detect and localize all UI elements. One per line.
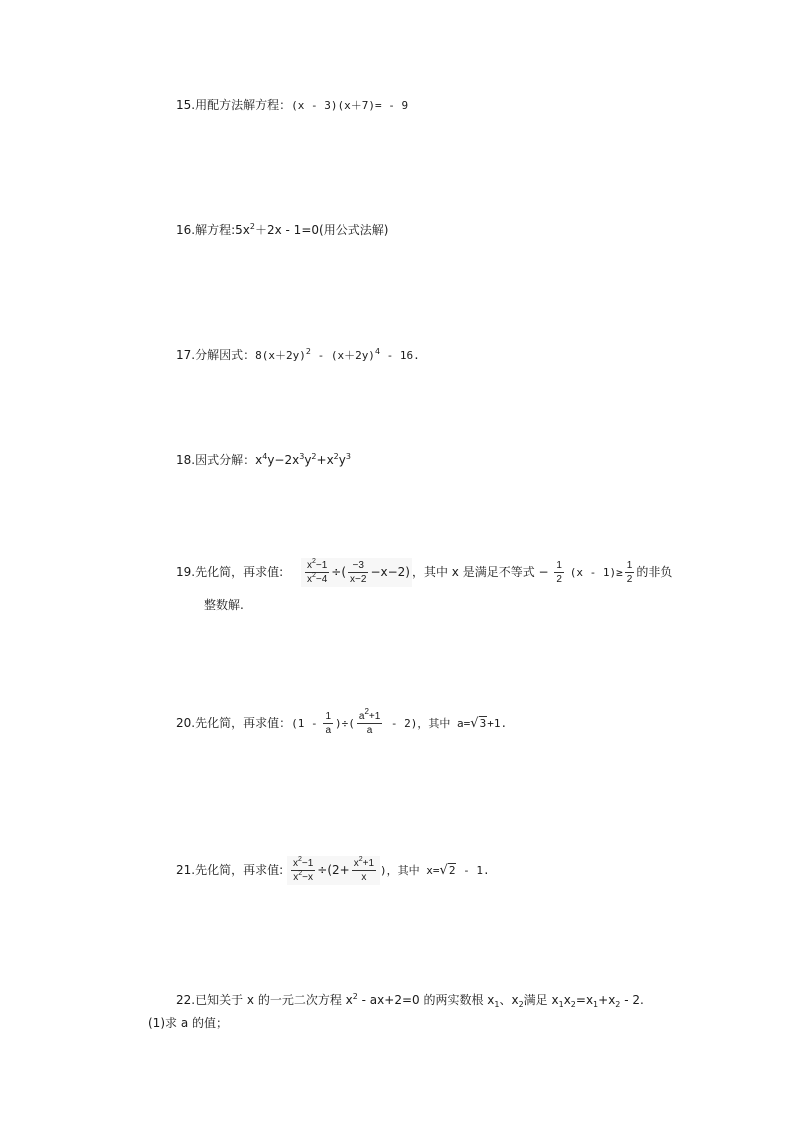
sqrt-icon: √ <box>439 863 448 878</box>
q19-f1-num: x <box>306 560 312 571</box>
q22-text-b: - ax+2=0 的两实数根 x <box>357 993 495 1007</box>
q20-f2-num-exp: 2 <box>364 707 369 716</box>
q16-number: 16. <box>176 223 196 237</box>
q21-root: 2 <box>448 864 456 877</box>
q21-after: - 1. <box>456 864 490 877</box>
q19-fraction-2 <box>348 559 368 586</box>
q20-fraction-2 <box>357 707 382 737</box>
q22-text-h: - 2. <box>620 993 644 1007</box>
question-18 <box>176 452 351 468</box>
q21-f1-den-rest: −x <box>302 872 313 883</box>
q18-t4: +x <box>316 453 334 467</box>
q21-f1-num: x <box>292 858 298 869</box>
q15-equation: (x - 3)(x＋7)= - 9 <box>291 99 409 112</box>
question-21 <box>176 856 490 885</box>
q16-suffix: (用公式法解) <box>319 223 389 237</box>
q21-f2-den: x <box>361 872 367 883</box>
q18-t3: y <box>304 453 312 467</box>
q22-sub2: 2 <box>518 1000 524 1009</box>
q22-text-f: =x <box>575 993 594 1007</box>
q18-number: 18. <box>176 453 196 467</box>
q19-line2: 整数解. <box>204 598 244 612</box>
q18-label: 因式分解： <box>195 453 256 467</box>
sqrt-icon: √ <box>470 716 479 731</box>
question-22 <box>176 992 644 1008</box>
q22-text-c: 、x <box>499 993 519 1007</box>
q17-number: 17. <box>176 348 196 362</box>
q21-f1-num-rest: −1 <box>301 858 314 869</box>
q21-expression <box>287 856 380 885</box>
q20-close: - 2)，其中 a= <box>384 717 471 730</box>
q21-close: )，其中 x= <box>380 864 440 877</box>
q22-text-d: 满足 x <box>523 993 559 1007</box>
q18-t1-exp: 4 <box>262 452 268 461</box>
q19-f2-den: x−2 <box>350 574 367 585</box>
q19-mid: ，其中 x 是满足不等式 − <box>411 565 549 579</box>
q16-label: 解方程: <box>195 223 236 237</box>
q19-ineq: (x - 1)≥ <box>569 566 623 579</box>
q19-div: ÷( <box>331 565 347 579</box>
q17-eq-b-exp: 4 <box>374 347 381 356</box>
q19-f2-num: −3 <box>348 559 368 573</box>
question-19 <box>176 558 672 587</box>
q20-f1-num: 1 <box>325 711 331 722</box>
q15-label: 用配方法解方程： <box>195 98 292 112</box>
q17-eq-b: - (x＋2y) <box>310 349 375 362</box>
q20-sqrt <box>470 715 487 732</box>
q17-eq-a: 8(x＋2y) <box>255 349 306 362</box>
q20-div: )÷( <box>335 717 355 730</box>
q21-f2-num: x <box>353 858 359 869</box>
q22-exp: 2 <box>352 992 358 1001</box>
q19-f3-num: 1 <box>556 560 562 571</box>
q20-f2-num: a <box>358 711 365 722</box>
q21-number: 21. <box>176 863 196 877</box>
q20-f2-den: a <box>366 725 373 736</box>
q20-after: +1. <box>487 717 508 730</box>
q16-eq-a-exp: 2 <box>249 222 255 231</box>
q19-after: 的非负 <box>636 565 673 579</box>
q21-f1-num-exp: 2 <box>297 856 302 863</box>
q22-text-g: +x <box>598 993 616 1007</box>
q22-sub5: 1 <box>593 1000 599 1009</box>
q18-t5-exp: 3 <box>345 452 351 461</box>
q16-eq-b: ＋2x - 1=0 <box>254 223 320 237</box>
q19-expression <box>301 558 412 587</box>
q18-t2-exp: 3 <box>299 452 305 461</box>
q21-f2-num-rest: +1 <box>362 858 375 869</box>
q20-f2-num-rest: +1 <box>368 711 381 722</box>
q20-open: (1 - <box>291 717 318 730</box>
q18-t4-exp: 2 <box>333 452 339 461</box>
question-17 <box>176 347 420 364</box>
q20-root: 3 <box>479 717 487 730</box>
q21-fraction-2 <box>352 857 376 884</box>
q22-text-a: 已知关于 x 的一元二次方程 x <box>195 993 353 1007</box>
q21-sqrt <box>440 862 457 879</box>
q16-eq-a: 5x <box>235 223 250 237</box>
q18-t1: x <box>255 453 263 467</box>
q19-f4-num: 1 <box>626 560 633 571</box>
q22-sub4: 2 <box>570 1000 576 1009</box>
q19-f1-den-rest: −4 <box>315 574 328 585</box>
q18-t3-exp: 2 <box>311 452 317 461</box>
q19-f3-den: 2 <box>556 574 562 585</box>
q20-fraction-1 <box>323 710 333 737</box>
q15-number: 15. <box>176 98 196 112</box>
question-15 <box>176 97 408 114</box>
question-22-part-1 <box>148 1015 228 1031</box>
q17-label: 分解因式： <box>195 348 256 362</box>
q17-eq-c: - 16. <box>380 349 420 362</box>
question-19-line-2 <box>204 597 244 613</box>
q20-f1-den: a <box>325 725 331 736</box>
q22-sub3: 1 <box>558 1000 564 1009</box>
q22-part1: (1)求 a 的值； <box>148 1016 228 1030</box>
q19-f1-den: x <box>306 574 312 585</box>
q19-f4-den: 2 <box>626 574 633 585</box>
question-16 <box>176 222 388 238</box>
q19-fraction-3 <box>554 559 564 586</box>
q19-label: 先化简，再求值: <box>195 565 284 579</box>
q19-fraction-4 <box>625 559 635 586</box>
q21-f1-den-exp: 2 <box>298 870 303 877</box>
q20-label: 先化简，再求值： <box>195 716 292 730</box>
q22-text-e: x <box>563 993 571 1007</box>
q18-t5: y <box>338 453 346 467</box>
q21-f1-den: x <box>293 872 299 883</box>
q19-f1-num-rest: −1 <box>315 560 328 571</box>
q22-number: 22. <box>176 993 196 1007</box>
q20-number: 20. <box>176 716 196 730</box>
q19-tail: −x−2) <box>370 565 410 579</box>
question-20 <box>176 707 508 737</box>
q21-fraction-1 <box>291 857 315 884</box>
q19-f1-num-exp: 2 <box>311 558 316 565</box>
q18-t2: y−2x <box>267 453 300 467</box>
q22-sub1: 1 <box>494 1000 500 1009</box>
q19-number: 19. <box>176 565 196 579</box>
q17-eq-a-exp: 2 <box>305 347 311 356</box>
q22-sub6: 2 <box>615 1000 621 1009</box>
q21-f2-num-exp: 2 <box>358 856 363 863</box>
q21-label: 先化简，再求值: <box>195 863 284 877</box>
q19-fraction-1 <box>305 559 329 586</box>
q21-div: ÷(2+ <box>317 863 350 877</box>
q19-f1-den-exp: 2 <box>311 572 316 579</box>
